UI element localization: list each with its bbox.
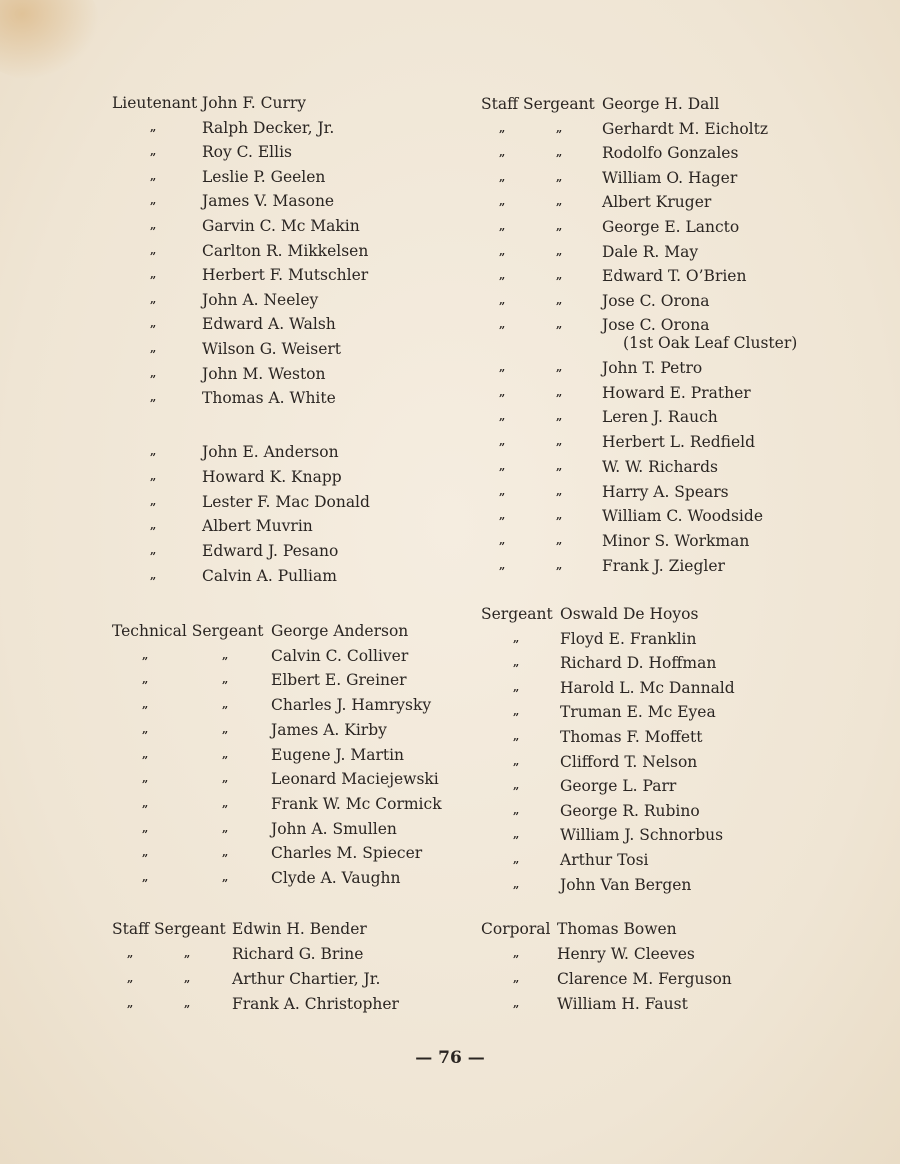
person-name: Edward A. Walsh — [202, 315, 336, 333]
person-name: W. W. Richards — [602, 458, 718, 476]
person-name: Edwin H. Bender — [232, 920, 367, 938]
person-name: George Anderson — [271, 622, 409, 640]
rank-label: Staff Sergeant — [112, 920, 226, 938]
ditto-mark: „ — [222, 797, 229, 810]
roster-row — [481, 628, 900, 650]
ditto-mark: „ — [150, 170, 157, 183]
ditto-mark: „ — [556, 410, 563, 423]
person-name: Arthur Tosi — [560, 851, 649, 869]
roster-row — [481, 824, 900, 846]
roster-row — [112, 215, 532, 237]
roster-row — [112, 92, 532, 114]
person-name: Clyde A. Vaughn — [271, 869, 401, 887]
person-name: Oswald De Hoyos — [560, 605, 699, 623]
ditto-mark: „ — [556, 294, 563, 307]
ditto-mark: „ — [556, 386, 563, 399]
roster-row — [112, 744, 532, 766]
roster-row — [112, 993, 532, 1015]
ditto-mark: „ — [513, 997, 520, 1010]
roster-row — [112, 387, 532, 409]
roster-row — [112, 867, 532, 889]
person-name: John Van Bergen — [560, 876, 692, 894]
roster-row — [112, 943, 532, 965]
person-name: George E. Lancto — [602, 218, 740, 236]
ditto-mark: „ — [556, 361, 563, 374]
person-name: Harold L. Mc Dannald — [560, 679, 735, 697]
person-name: Eugene J. Martin — [271, 746, 405, 764]
ditto-mark: „ — [127, 997, 134, 1010]
person-name: Elbert E. Greiner — [271, 671, 407, 689]
ditto-mark: „ — [556, 460, 563, 473]
roster-row — [481, 406, 900, 428]
person-name: Albert Kruger — [602, 193, 712, 211]
paper-stain — [0, 0, 100, 80]
ditto-mark: „ — [513, 779, 520, 792]
roster-row — [112, 768, 532, 790]
person-name: John M. Weston — [202, 365, 326, 383]
ditto-mark: „ — [184, 972, 191, 985]
person-name: Leslie P. Geelen — [202, 168, 326, 186]
ditto-mark: „ — [142, 846, 149, 859]
person-name: Howard E. Prather — [602, 384, 751, 402]
roster-row — [112, 441, 532, 463]
person-name: George H. Dall — [602, 95, 720, 113]
roster-row — [112, 540, 532, 562]
person-name: William H. Faust — [557, 995, 688, 1013]
person-name: James A. Kirby — [271, 721, 387, 739]
ditto-mark: „ — [499, 122, 506, 135]
ditto-mark: „ — [556, 318, 563, 331]
person-name: Frank A. Christopher — [232, 995, 399, 1013]
roster-row — [481, 357, 900, 379]
roster-row — [112, 190, 532, 212]
ditto-mark: „ — [499, 269, 506, 282]
ditto-mark: „ — [499, 220, 506, 233]
roster-row — [481, 142, 900, 164]
person-name: Leonard Maciejewski — [271, 770, 439, 788]
ditto-mark: „ — [556, 220, 563, 233]
ditto-mark: „ — [556, 146, 563, 159]
ditto-mark: „ — [150, 244, 157, 257]
roster-row — [481, 216, 900, 238]
ditto-mark: „ — [556, 534, 563, 547]
person-name: Herbert F. Mutschler — [202, 266, 369, 284]
person-name: Thomas A. White — [202, 389, 336, 407]
ditto-mark: „ — [150, 445, 157, 458]
person-name: George R. Rubino — [560, 802, 700, 820]
person-name: Thomas F. Moffett — [560, 728, 703, 746]
ditto-mark: „ — [513, 755, 520, 768]
roster-row — [481, 918, 900, 940]
ditto-mark: „ — [513, 853, 520, 866]
rank-label: Staff Sergeant — [481, 95, 595, 113]
ditto-mark: „ — [499, 245, 506, 258]
ditto-mark: „ — [499, 195, 506, 208]
person-name: Howard K. Knapp — [202, 468, 342, 486]
ditto-mark: „ — [513, 681, 520, 694]
ditto-mark: „ — [150, 293, 157, 306]
roster-row — [112, 264, 532, 286]
person-name: James V. Masone — [202, 192, 335, 210]
ditto-mark: „ — [513, 972, 520, 985]
person-name: John A. Smullen — [271, 820, 397, 838]
rank-label: Technical Sergeant — [112, 622, 264, 640]
ditto-mark: „ — [556, 195, 563, 208]
roster-row — [112, 338, 532, 360]
person-name: Jose C. Orona — [602, 316, 710, 334]
ditto-mark: „ — [222, 649, 229, 662]
roster-row — [481, 505, 900, 527]
roster-row — [481, 677, 900, 699]
roster-row — [112, 313, 532, 335]
ditto-mark: „ — [222, 723, 229, 736]
ditto-mark: „ — [513, 656, 520, 669]
roster-row — [481, 751, 900, 773]
roster-row — [481, 555, 900, 577]
ditto-mark: „ — [150, 519, 157, 532]
page-number: — 76 — — [415, 1048, 485, 1068]
roster-row — [481, 943, 900, 965]
roster-row — [112, 818, 532, 840]
person-name: Charles J. Hamrysky — [271, 696, 432, 714]
ditto-mark: „ — [499, 435, 506, 448]
roster-row — [481, 93, 900, 115]
ditto-mark: „ — [150, 495, 157, 508]
ditto-mark: „ — [513, 828, 520, 841]
ditto-mark: „ — [142, 673, 149, 686]
ditto-mark: „ — [142, 871, 149, 884]
person-name: Clifford T. Nelson — [560, 753, 698, 771]
rank-label: Corporal — [481, 920, 551, 938]
ditto-mark: „ — [513, 878, 520, 891]
roster-row — [481, 290, 900, 312]
roster-row — [112, 565, 532, 587]
person-name: Frank W. Mc Cormick — [271, 795, 442, 813]
roster-row — [481, 849, 900, 871]
person-name: Calvin A. Pulliam — [202, 567, 337, 585]
roster-row — [112, 694, 532, 716]
roster-row — [481, 530, 900, 552]
roster-row — [112, 645, 532, 667]
person-name: John F. Curry — [202, 94, 307, 112]
roster-row — [112, 466, 532, 488]
ditto-mark: „ — [556, 122, 563, 135]
person-name: Harry A. Spears — [602, 483, 729, 501]
roster-row — [481, 382, 900, 404]
ditto-mark: „ — [499, 146, 506, 159]
person-name: Edward J. Pesano — [202, 542, 339, 560]
ditto-mark: „ — [142, 772, 149, 785]
roster-row — [112, 719, 532, 741]
ditto-mark: „ — [222, 871, 229, 884]
roster-row — [112, 515, 532, 537]
ditto-mark: „ — [499, 294, 506, 307]
ditto-mark: „ — [150, 121, 157, 134]
ditto-mark: „ — [150, 194, 157, 207]
ditto-mark: „ — [150, 367, 157, 380]
roster-row — [112, 141, 532, 163]
ditto-mark: „ — [499, 361, 506, 374]
ditto-mark: „ — [150, 219, 157, 232]
ditto-mark: „ — [499, 318, 506, 331]
ditto-mark: „ — [556, 485, 563, 498]
ditto-mark: „ — [499, 386, 506, 399]
person-name: Garvin C. Mc Makin — [202, 217, 360, 235]
person-name: Calvin C. Colliver — [271, 647, 409, 665]
ditto-mark: „ — [150, 317, 157, 330]
person-name: Lester F. Mac Donald — [202, 493, 370, 511]
roster-row — [112, 289, 532, 311]
roster-row — [481, 775, 900, 797]
ditto-mark: „ — [150, 342, 157, 355]
ditto-mark: „ — [513, 947, 520, 960]
ditto-mark: „ — [513, 632, 520, 645]
ditto-mark: „ — [556, 269, 563, 282]
person-name: Gerhardt M. Eicholtz — [602, 120, 769, 138]
ditto-mark: „ — [127, 972, 134, 985]
person-name: William O. Hager — [602, 169, 738, 187]
ditto-mark: „ — [499, 460, 506, 473]
roster-row — [481, 726, 900, 748]
ditto-mark: „ — [556, 559, 563, 572]
person-name: Rodolfo Gonzales — [602, 144, 739, 162]
person-name: Clarence M. Ferguson — [557, 970, 732, 988]
roster-row — [481, 603, 900, 625]
ditto-mark: „ — [222, 822, 229, 835]
roster-row — [481, 652, 900, 674]
roster-row — [112, 240, 532, 262]
person-name: John E. Anderson — [202, 443, 339, 461]
roster-row — [112, 918, 532, 940]
ditto-mark: „ — [150, 569, 157, 582]
ditto-mark: „ — [150, 268, 157, 281]
ditto-mark: „ — [556, 171, 563, 184]
roster-row — [481, 701, 900, 723]
person-name: Carlton R. Mikkelsen — [202, 242, 369, 260]
ditto-mark: „ — [150, 470, 157, 483]
ditto-mark: „ — [142, 649, 149, 662]
roster-row — [481, 874, 900, 896]
ditto-mark: „ — [142, 822, 149, 835]
ditto-mark: „ — [556, 435, 563, 448]
roster-row — [481, 800, 900, 822]
person-name: Richard D. Hoffman — [560, 654, 717, 672]
roster-row — [112, 842, 532, 864]
person-name: Ralph Decker, Jr. — [202, 119, 335, 137]
ditto-mark: „ — [499, 509, 506, 522]
ditto-mark: „ — [142, 797, 149, 810]
roster-row — [481, 265, 900, 287]
roster-row — [481, 167, 900, 189]
person-name: John T. Petro — [602, 359, 703, 377]
ditto-mark: „ — [499, 485, 506, 498]
person-name: Charles M. Spiecer — [271, 844, 423, 862]
person-name: John A. Neeley — [202, 291, 319, 309]
person-name: George L. Parr — [560, 777, 677, 795]
person-name: Floyd E. Franklin — [560, 630, 697, 648]
roster-row — [481, 431, 900, 453]
roster-row — [481, 118, 900, 140]
ditto-mark: „ — [499, 534, 506, 547]
roster-row — [481, 481, 900, 503]
rank-label: Sergeant — [481, 605, 553, 623]
ditto-mark: „ — [513, 804, 520, 817]
person-name: William C. Woodside — [602, 507, 763, 525]
roster-row — [112, 669, 532, 691]
person-name: Richard G. Brine — [232, 945, 364, 963]
person-name: Frank J. Ziegler — [602, 557, 725, 575]
person-name: Arthur Chartier, Jr. — [232, 970, 381, 988]
ditto-mark: „ — [222, 698, 229, 711]
ditto-mark: „ — [222, 748, 229, 761]
ditto-mark: „ — [184, 997, 191, 1010]
person-name: Leren J. Rauch — [602, 408, 718, 426]
ditto-mark: „ — [556, 245, 563, 258]
ditto-mark: „ — [556, 509, 563, 522]
ditto-mark: „ — [150, 145, 157, 158]
roster-row — [112, 363, 532, 385]
rank-label: Lieutenant — [112, 94, 198, 112]
ditto-mark: „ — [142, 748, 149, 761]
roster-row — [112, 968, 532, 990]
ditto-mark: „ — [499, 171, 506, 184]
roster-row — [112, 491, 532, 513]
roster-row — [112, 793, 532, 815]
ditto-mark: „ — [142, 698, 149, 711]
person-name: Albert Muvrin — [202, 517, 313, 535]
person-name: Minor S. Workman — [602, 532, 750, 550]
person-name: Jose C. Orona — [602, 292, 710, 310]
person-name: Wilson G. Weisert — [202, 340, 342, 358]
roster-row — [481, 241, 900, 263]
roster-row — [481, 968, 900, 990]
ditto-mark: „ — [513, 730, 520, 743]
person-name: Dale R. May — [602, 243, 699, 261]
ditto-mark: „ — [127, 947, 134, 960]
person-name: Roy C. Ellis — [202, 143, 292, 161]
ditto-mark: „ — [513, 705, 520, 718]
person-name: Henry W. Cleeves — [557, 945, 695, 963]
roster-row — [481, 993, 900, 1015]
roster-row — [481, 191, 900, 213]
person-name: Edward T. O’Brien — [602, 267, 747, 285]
ditto-mark: „ — [150, 391, 157, 404]
ditto-mark: „ — [142, 723, 149, 736]
roster-row — [481, 456, 900, 478]
ditto-mark: „ — [184, 947, 191, 960]
ditto-mark: „ — [499, 410, 506, 423]
award-note: (1st Oak Leaf Cluster) — [623, 334, 798, 352]
ditto-mark: „ — [499, 559, 506, 572]
ditto-mark: „ — [150, 544, 157, 557]
person-name: William J. Schnorbus — [560, 826, 724, 844]
ditto-mark: „ — [222, 846, 229, 859]
roster-row — [112, 166, 532, 188]
ditto-mark: „ — [222, 772, 229, 785]
person-name: Truman E. Mc Eyea — [560, 703, 716, 721]
person-name: Thomas Bowen — [557, 920, 677, 938]
roster-row — [112, 620, 532, 642]
person-name: Herbert L. Redfield — [602, 433, 756, 451]
roster-row — [112, 117, 532, 139]
ditto-mark: „ — [222, 673, 229, 686]
